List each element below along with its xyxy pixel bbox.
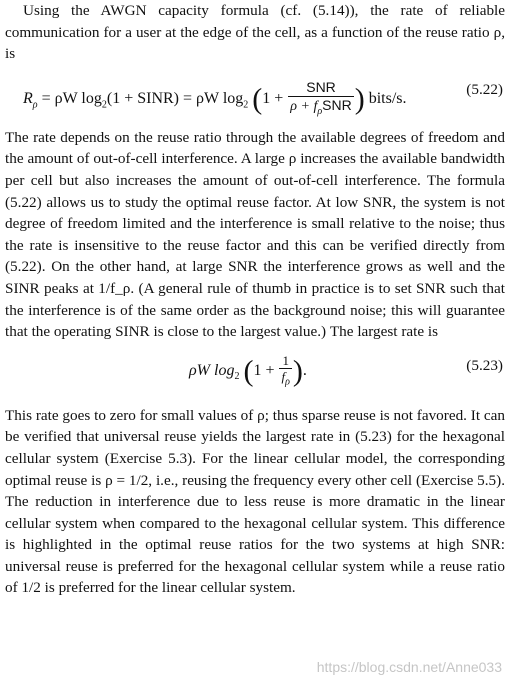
- equation-5-23-fraction: $\frac{1}{f_\rho}$: [281, 352, 290, 388]
- equation-5-23-expression: ρW $\log_2 (1$ + $\frac{1}{f_\rho}$ ).: [189, 352, 307, 388]
- paragraph-2: The rate depends on the reuse ratio through the available degrees of freedom and the amount of out-of-cell interference. A large ρ increases the available bandwidth per cell but also increases the amount of out-of-cell interference. The formula (5.22) allows us to study the optimal reuse factor. At low SNR, the system is not degree of freedom limited and the interference is small relative to the noise; thus the rate is insensitive to the reuse factor and this can be verified directly from (5.22). On the other hand, at large SNR the interference grows as well and the SINR peaks at 1/f_ρ. (A general rule of thumb in practice is to set SNR such that the interference is of the same order as the background noise; this will guarantee that the operating SINR is close to the largest value.) The largest rate is: [5, 128, 505, 341]
- watermark: https://blog.csdn.net/Anne033: [316, 659, 502, 675]
- equation-5-23: [5, 343, 505, 405]
- paragraph-3: This rate goes to zero for small values of ρ; thus sparse reuse is not favored. It can be verified that universal reuse yields the largest rate in (5.23) for the hexagonal cellular system (Exercise 5.3). For the linear cellular model, the corresponding optimal reuse is ρ = 1/2, i.e., reusing the frequency every other cell (Exercise 5.5). The reduction in interference due to less reuse is more dramatic in the linear cellular system when compared to the hexagonal cellular system. This difference is highlighted in the optimal reuse ratios for the two systems at high SNR: universal reuse is preferred for the hexagonal cellular system while a reuse ratio of 1/2 is preferred for the linear cellular system.: [5, 406, 505, 597]
- equation-5-23-number: (5.23): [466, 356, 503, 374]
- equation-5-22-fraction: $\frac{\text{SNR}}{\rho + f_\rho SNR}$: [290, 78, 352, 117]
- paragraph-1: Using the AWGN capacity formula (cf. (5.14)), the rate of reliable communication for a user at the edge of the cell, as a function of the reuse ratio ρ, is: [5, 2, 505, 63]
- equation-5-22-expression: $R_\rho = \rho W$ $\log_2(1$ + SINR) = ρW $\log_2 (1$ + $\frac{\text{SNR}}{\rho + f_\rho SNR}$ ) bits/s.: [23, 79, 407, 120]
- equation-5-22-number: (5.22): [466, 80, 503, 98]
- equation-5-22: [5, 65, 505, 127]
